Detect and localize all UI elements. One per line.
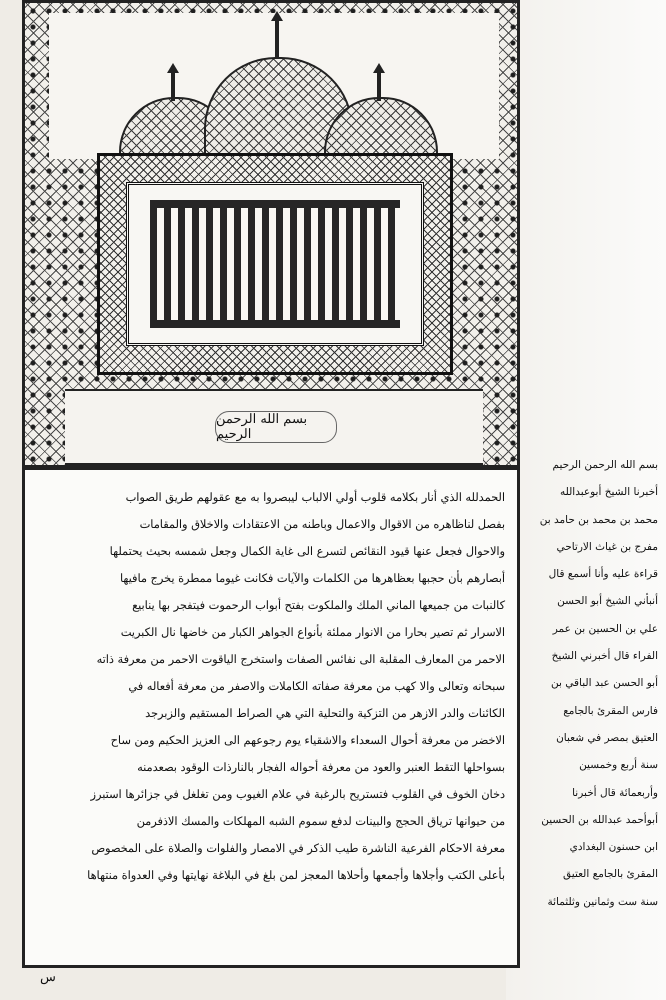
side-line: المقرئ بالجامع العتيق <box>563 868 658 881</box>
side-note <box>530 452 658 978</box>
kufic-calligraphy <box>150 200 400 328</box>
side-line: مفرج بن غياث الارتاحي <box>556 540 658 553</box>
main-line: بسواحلها التقط العنبر والعود من معرفة أحواله الفجار بالنارذات الوقود بصعدمنه <box>137 761 505 774</box>
main-line: الاسرار ثم تصير بحارا من الانوار مملئة بأنواع الجواهر الكبار من خاضها نال الكبريت <box>120 626 505 639</box>
main-line: من حيوانها ترياق الحجج والبينات لدفع سموم الشبه المهلكات والمسك الاذفرمن <box>136 815 505 828</box>
side-line: العتيق بمصر في شعبان <box>556 731 658 744</box>
side-line: أخبرنا الشيخ أبوعبدالله <box>559 486 658 499</box>
main-line: الكائنات والدر الازهر من التزكية والتحلية التي هي الصراط المستقيم والزبرجد <box>145 707 505 720</box>
side-line: سنة أربع وخمسين <box>579 759 658 772</box>
side-line: بسم الله الرحمن الرحيم <box>552 459 658 471</box>
main-text-box <box>22 468 520 968</box>
ornamental-frame <box>22 0 520 468</box>
main-line: معرفة الاحكام الفرعية الناشرة طيب الذكر في الامصار والفلوات والصلاة على المخصوص <box>91 842 505 855</box>
side-line: علي بن الحسين بن عمر <box>552 622 658 635</box>
main-line: والاحوال فجعل عنها قيود النقائص لتسرع الى غاية الكمال وجعل شمسه بحيث يحتملها <box>109 545 505 558</box>
title-panel <box>97 153 453 375</box>
basmala-cartouche: بسم الله الرحمن الرحيم <box>215 411 337 443</box>
side-line: أبو الحسن عبد الباقي بن <box>551 677 658 690</box>
main-line: كالنبات من جميعها الماني الملك والملكوت بفتح أبواب الرحموت فيتفجر بها ينابيع <box>132 599 505 612</box>
side-line: أنبأني الشيخ أبو الحسن <box>557 595 658 608</box>
main-line: دخان الخوف في القلوب فتستريح بالرغبة في علام الغيوب ومن تغلغل في جزائرها استبرز <box>90 788 505 801</box>
side-line: وأربعمائة قال أخبرنا <box>572 786 658 799</box>
main-line: الاخضر من معرفة أحوال السعداء والاشقياء يوم رجوعهم الى العزيز الحكيم ومن ساح <box>110 734 505 747</box>
frame-top-panel <box>49 13 499 159</box>
side-line: قراءة عليه وأنا أسمع قال <box>548 568 658 581</box>
side-line: أبوأحمد عبدالله بن الحسين <box>541 813 658 826</box>
main-line: الحمدلله الذي أنار بكلامه قلوب أولي الالباب ليبصروا به مع عقولهم طريق الصواب <box>125 491 505 504</box>
main-line: بفصل لناظاهره من الاقوال والاعمال وباطنه من الاعتقادات والاخلاق والمقامات <box>139 518 505 531</box>
main-line: بأعلى الكتب وأجلاها وأجمعها وأحلاها المعجز لمن بلغ في البلاغة نهايتها وفي العدواة منتهاها <box>87 869 505 882</box>
finial-left <box>171 71 175 101</box>
side-line: ابن حسنون البغدادي <box>569 841 658 854</box>
side-line: سنة ست وثمانين وثلثمائة <box>547 895 658 908</box>
main-line: سبحانه وتعالى والا كهب من معرفة صفاته الكاملات والاصفر من معرفة أفعاله في <box>128 680 505 693</box>
side-line: الفراء قال أخبرني الشيخ <box>551 650 658 663</box>
main-line: أبصارهم بأن حجبها بعظاهرها من الكلمات والآيات فكانت غيوما ممطرة يخرج مافيها <box>119 572 505 585</box>
finial-main <box>275 19 279 59</box>
title-inner <box>126 182 424 346</box>
main-line: الاحمر من المعارف المقلبة الى نفائس الصفات واستخرج الياقوت الاحمر من معرفة ذاته <box>96 653 505 666</box>
side-line: محمد بن محمد بن حامد بن <box>539 513 658 526</box>
footer-mark: س <box>40 970 56 985</box>
finial-right <box>377 71 381 101</box>
basmala-band <box>65 389 483 465</box>
main-text <box>37 484 505 889</box>
side-line: فارس المقرئ بالجامع <box>563 704 658 717</box>
